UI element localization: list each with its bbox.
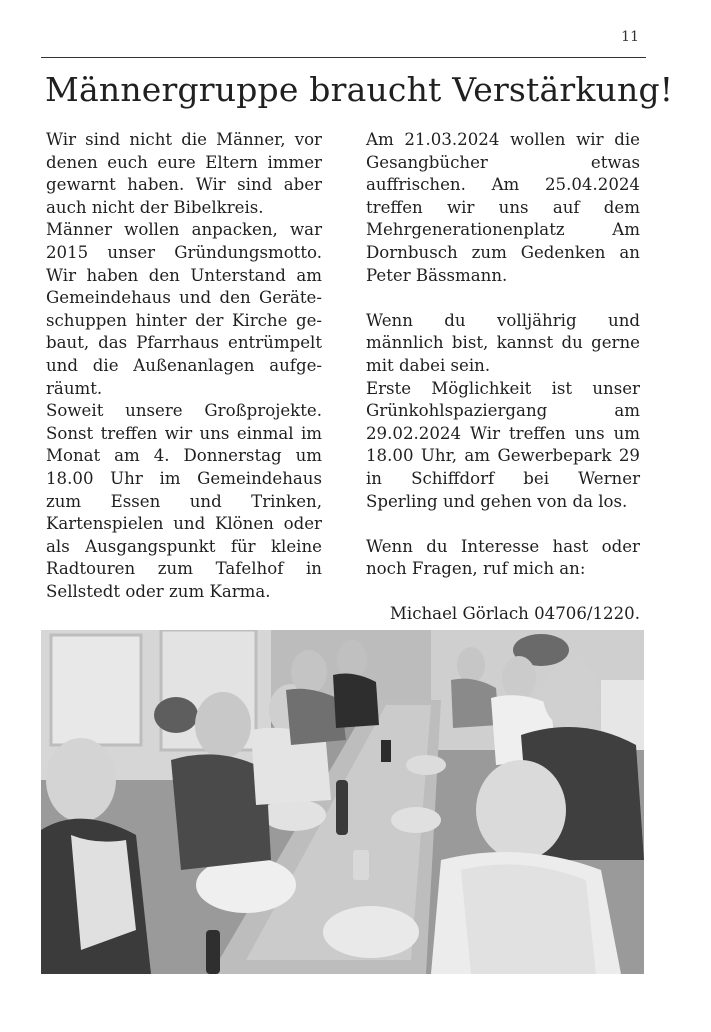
article-right-column [366,129,640,626]
paragraph: Wir sind nicht die Männer, vor denen euch eure Eltern immer gewarnt haben. Wir sind aber auch nicht der Bibelkreis. [46,130,322,217]
article-title: Männergruppe braucht Verstärkung! [45,70,674,109]
header-rule [41,57,646,58]
paragraph: Soweit unsere Großprojekte. Sonst treffen wir uns einmal im Monat am 4. Donnerstag um 18.00 Uhr im Gemeindehaus zum Essen und Trinken, Kartenspielen und Klönen oder als Ausgangspunkt für kleine Radtouren zum Tafelhof in Sellstedt oder zum Karma. [46,401,322,601]
page-number: 11 [621,29,639,45]
paragraph: Wenn du volljährig und männlich bist, kannst du gerne mit dabei sein. [366,310,640,375]
article-left-column [46,129,322,603]
paragraph: Erste Möglichkeit ist unser Grünkohlspaziergang am 29.02.2024 Wir treffen uns um 18.00 Uhr, am Gewerbepark 29 in Schiffdorf bei Werner Sperling und gehen von da los. [366,378,640,511]
group-photo [41,630,644,974]
paragraph: Am 21.03.2024 wollen wir die Gesangbücher etwas auffrischen. Am 25.04.2024 treffen wir uns auf dem Mehrgenerationenplatz Am Dornbusch zum Gedenken an Peter Bässmann. [366,130,640,285]
paragraph: Männer wollen anpacken, war 2015 unser Gründungsmotto. Wir haben den Unterstand am Gemeindehaus und den Geräteschuppen hinter der Kirche gebaut, das Pfarrhaus entrümpelt und die Außenanlagen aufgeräumt. [46,220,322,398]
signature: Michael Görlach 04706/1220. [389,604,640,624]
group-photo-illustration [41,630,644,974]
paragraph: Wenn du Interesse hast oder noch Fragen, ruf mich an: [366,536,640,579]
